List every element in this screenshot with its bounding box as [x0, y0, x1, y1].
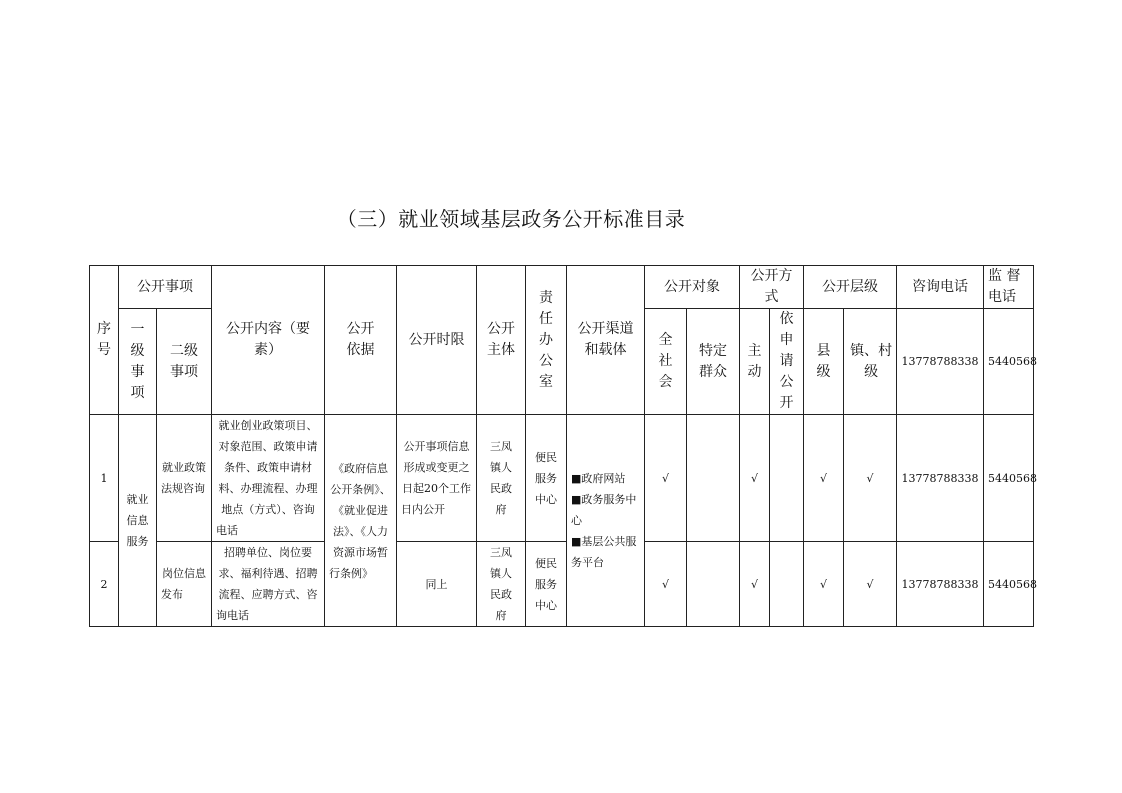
table-row [90, 542, 1034, 627]
header-consult-phone: 咨询电话 [897, 266, 984, 309]
header-target-all: 全社会 [645, 309, 687, 415]
basis-text: 《政府信息公开条例》、《就业促进法》、《人力资源市场暂行条例》 [325, 415, 397, 627]
row-target-specific-check [687, 542, 740, 627]
row-subject: 三凤镇人民政府 [477, 542, 526, 627]
header-items: 公开事项 [119, 266, 212, 309]
row-target-specific-check [687, 415, 740, 542]
header-channel: 公开渠道和载体 [567, 266, 645, 415]
row-office: 便民服务中心 [526, 542, 567, 627]
row-active-check: √ [740, 415, 770, 542]
header-seq: 序号 [90, 266, 119, 415]
row-town-check: √ [844, 542, 897, 627]
header-office: 责任办公室 [526, 266, 567, 415]
header-basis: 公开依据 [325, 266, 397, 415]
row-county-check: √ [804, 415, 844, 542]
header-level1: 一级事项 [119, 309, 157, 415]
row-apply-check [770, 415, 804, 542]
header-method: 公开方式 [740, 266, 804, 309]
level1-item: 就业信息服务 [119, 415, 157, 627]
header-method-apply: 依申请公开 [770, 309, 804, 415]
row-county-check: √ [804, 542, 844, 627]
header-time-limit: 公开时限 [397, 266, 477, 415]
header-consult-phone-value: 13778788338 [897, 309, 984, 415]
row-consult-phone: 13778788338 [897, 415, 984, 542]
header-target: 公开对象 [645, 266, 740, 309]
channel-list [567, 415, 645, 627]
row-content: 就业创业政策项目、对象范围、政策申请条件、政策申请材料、办理流程、办理地点（方式）、咨询电话 [212, 415, 325, 542]
row-target-all-check: √ [645, 542, 687, 627]
header-subject: 公开主体 [477, 266, 526, 415]
row-supervise-phone: 5440568 [984, 415, 1034, 542]
header-method-active: 主动 [740, 309, 770, 415]
row-consult-phone: 13778788338 [897, 542, 984, 627]
row-time-limit: 公开事项信息形成或变更之日起20个工作日内公开 [397, 415, 477, 542]
header-content: 公开内容（要素） [212, 266, 325, 415]
header-target-specific: 特定群众 [687, 309, 740, 415]
row-level2: 岗位信息发布 [157, 542, 212, 627]
row-level2: 就业政策法规咨询 [157, 415, 212, 542]
row-target-all-check: √ [645, 415, 687, 542]
row-content: 招聘单位、岗位要求、福利待遇、招聘流程、应聘方式、咨询电话 [212, 542, 325, 627]
row-seq: 2 [90, 542, 119, 627]
row-town-check: √ [844, 415, 897, 542]
table-row [90, 415, 1034, 542]
row-apply-check [770, 542, 804, 627]
row-office: 便民服务中心 [526, 415, 567, 542]
header-level: 公开层级 [804, 266, 897, 309]
row-time-limit: 同上 [397, 542, 477, 627]
row-supervise-phone: 5440568 [984, 542, 1034, 627]
channel-item: ■政务服务中心 [571, 493, 637, 527]
page-title: （三）就业领域基层政务公开标准目录 [336, 207, 686, 231]
header-supervise-phone-value: 5440568 [984, 309, 1034, 415]
row-seq: 1 [90, 415, 119, 542]
catalog-table [89, 265, 1037, 627]
channel-item: ■政府网站 [571, 472, 626, 485]
row-subject: 三凤镇人民政府 [477, 415, 526, 542]
row-active-check: √ [740, 542, 770, 627]
header-supervise-phone: 监 督电话 [984, 266, 1034, 309]
header-level-town: 镇、村级 [844, 309, 897, 415]
header-level2: 二级事项 [157, 309, 212, 415]
header-level-county: 县级 [804, 309, 844, 415]
channel-item: ■基层公共服务平台 [571, 535, 637, 569]
